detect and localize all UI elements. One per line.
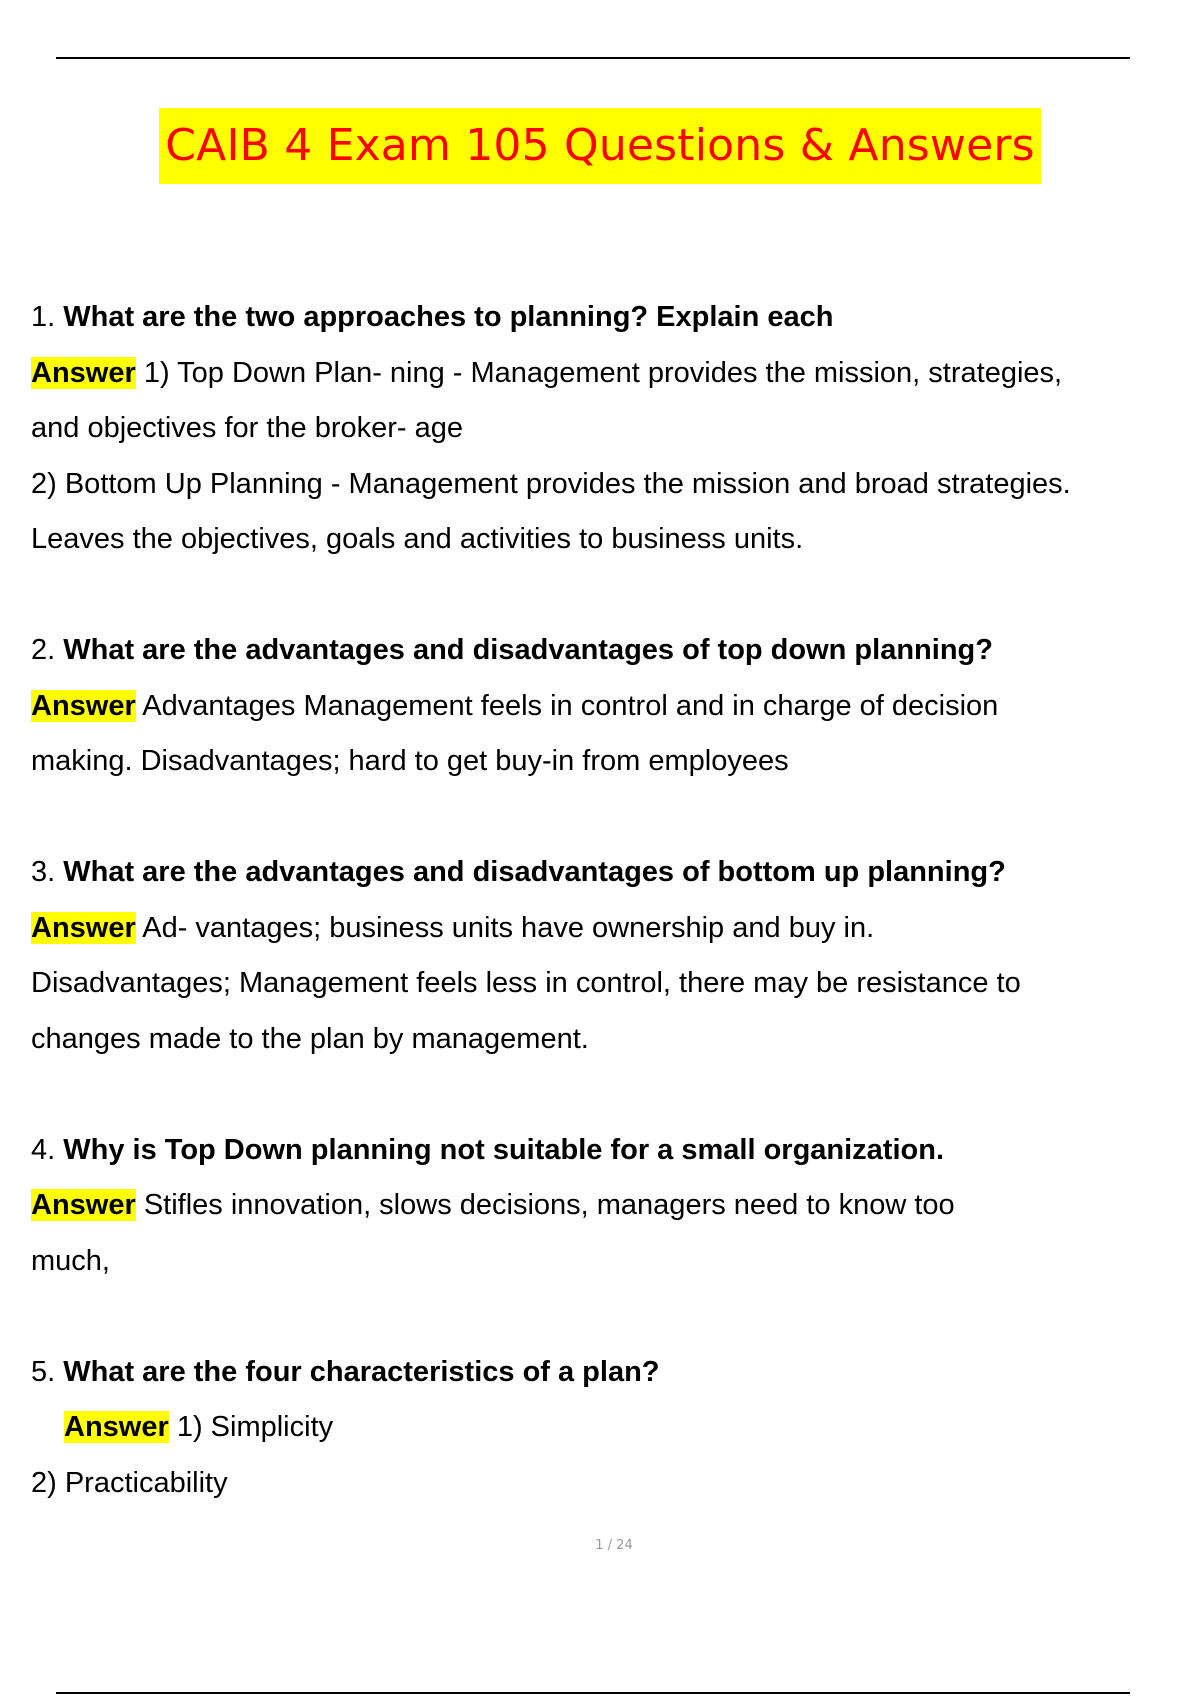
answer-label: Answer: [31, 356, 136, 389]
qa-item-1: [31, 290, 1191, 568]
answer-line: [31, 901, 1191, 957]
answer-line: [31, 1400, 1191, 1456]
qa-item-3: [31, 845, 1191, 1067]
answer-label: Answer: [31, 689, 136, 722]
qa-item-4: [31, 1123, 1191, 1290]
question: [31, 623, 1191, 679]
answer-line: 2) Bottom Up Planning - Management provides the mission and broad strategies.: [31, 467, 1071, 500]
qa-list: [31, 290, 1191, 1567]
answer-line: [31, 346, 1191, 402]
answer-line: making. Disadvantages; hard to get buy-in from employees: [31, 745, 789, 777]
answer-text: 1) Simplicity: [176, 1411, 334, 1443]
answer-line: [31, 1178, 1191, 1234]
question-number: 3.: [31, 856, 56, 888]
question-text: What are the two approaches to planning? Explain each: [63, 301, 834, 333]
bottom-divider: [56, 1692, 1130, 1694]
answer-line: much,: [31, 1244, 110, 1277]
document-title: CAIB 4 Exam 105 Questions & Answers: [159, 108, 1041, 184]
question: [31, 845, 1191, 901]
question-number: 5.: [31, 1355, 56, 1388]
answer-text: 1) Top Down Plan- ning - Management provides the mission, strategies,: [143, 356, 1063, 389]
question-number: 1.: [31, 301, 56, 333]
question-number: 4.: [31, 1133, 56, 1166]
answer-label: Answer: [31, 1189, 136, 1221]
answer-label: Answer: [31, 911, 136, 944]
qa-item-5: [31, 1345, 1191, 1512]
question-text: What are the advantages and disadvantages of bottom up planning?: [63, 856, 1006, 888]
answer-line: changes made to the plan by management.: [31, 1022, 589, 1055]
answer-text: Ad- vantages; business units have ownership and buy in.: [142, 911, 875, 944]
question: [31, 290, 1191, 346]
question-text: What are the advantages and disadvantages of top down planning?: [63, 634, 993, 666]
qa-item-2: [31, 623, 1191, 790]
answer-line: [31, 679, 1191, 735]
page-number: 1 / 24: [595, 1538, 633, 1553]
answer-label: Answer: [64, 1411, 169, 1443]
question: [31, 1123, 1191, 1179]
question-text: Why is Top Down planning not suitable for a small organization.: [63, 1133, 945, 1166]
answer-line: 2) Practicability: [31, 1466, 228, 1499]
question-text: What are the four characteristics of a plan?: [63, 1355, 660, 1388]
title-container: [0, 108, 1200, 184]
answer-text: Advantages Management feels in control and in charge of decision: [142, 689, 999, 722]
top-divider: [56, 57, 1130, 59]
answer-line: Leaves the objectives, goals and activities to business units.: [31, 523, 804, 555]
question: [31, 1345, 1191, 1401]
answer-text: Stifles innovation, slows decisions, managers need to know too: [143, 1189, 955, 1221]
answer-line: Disadvantages; Management feels less in control, there may be resistance to: [31, 967, 1021, 999]
answer-line: and objectives for the broker- age: [31, 412, 464, 444]
question-number: 2.: [31, 634, 56, 666]
